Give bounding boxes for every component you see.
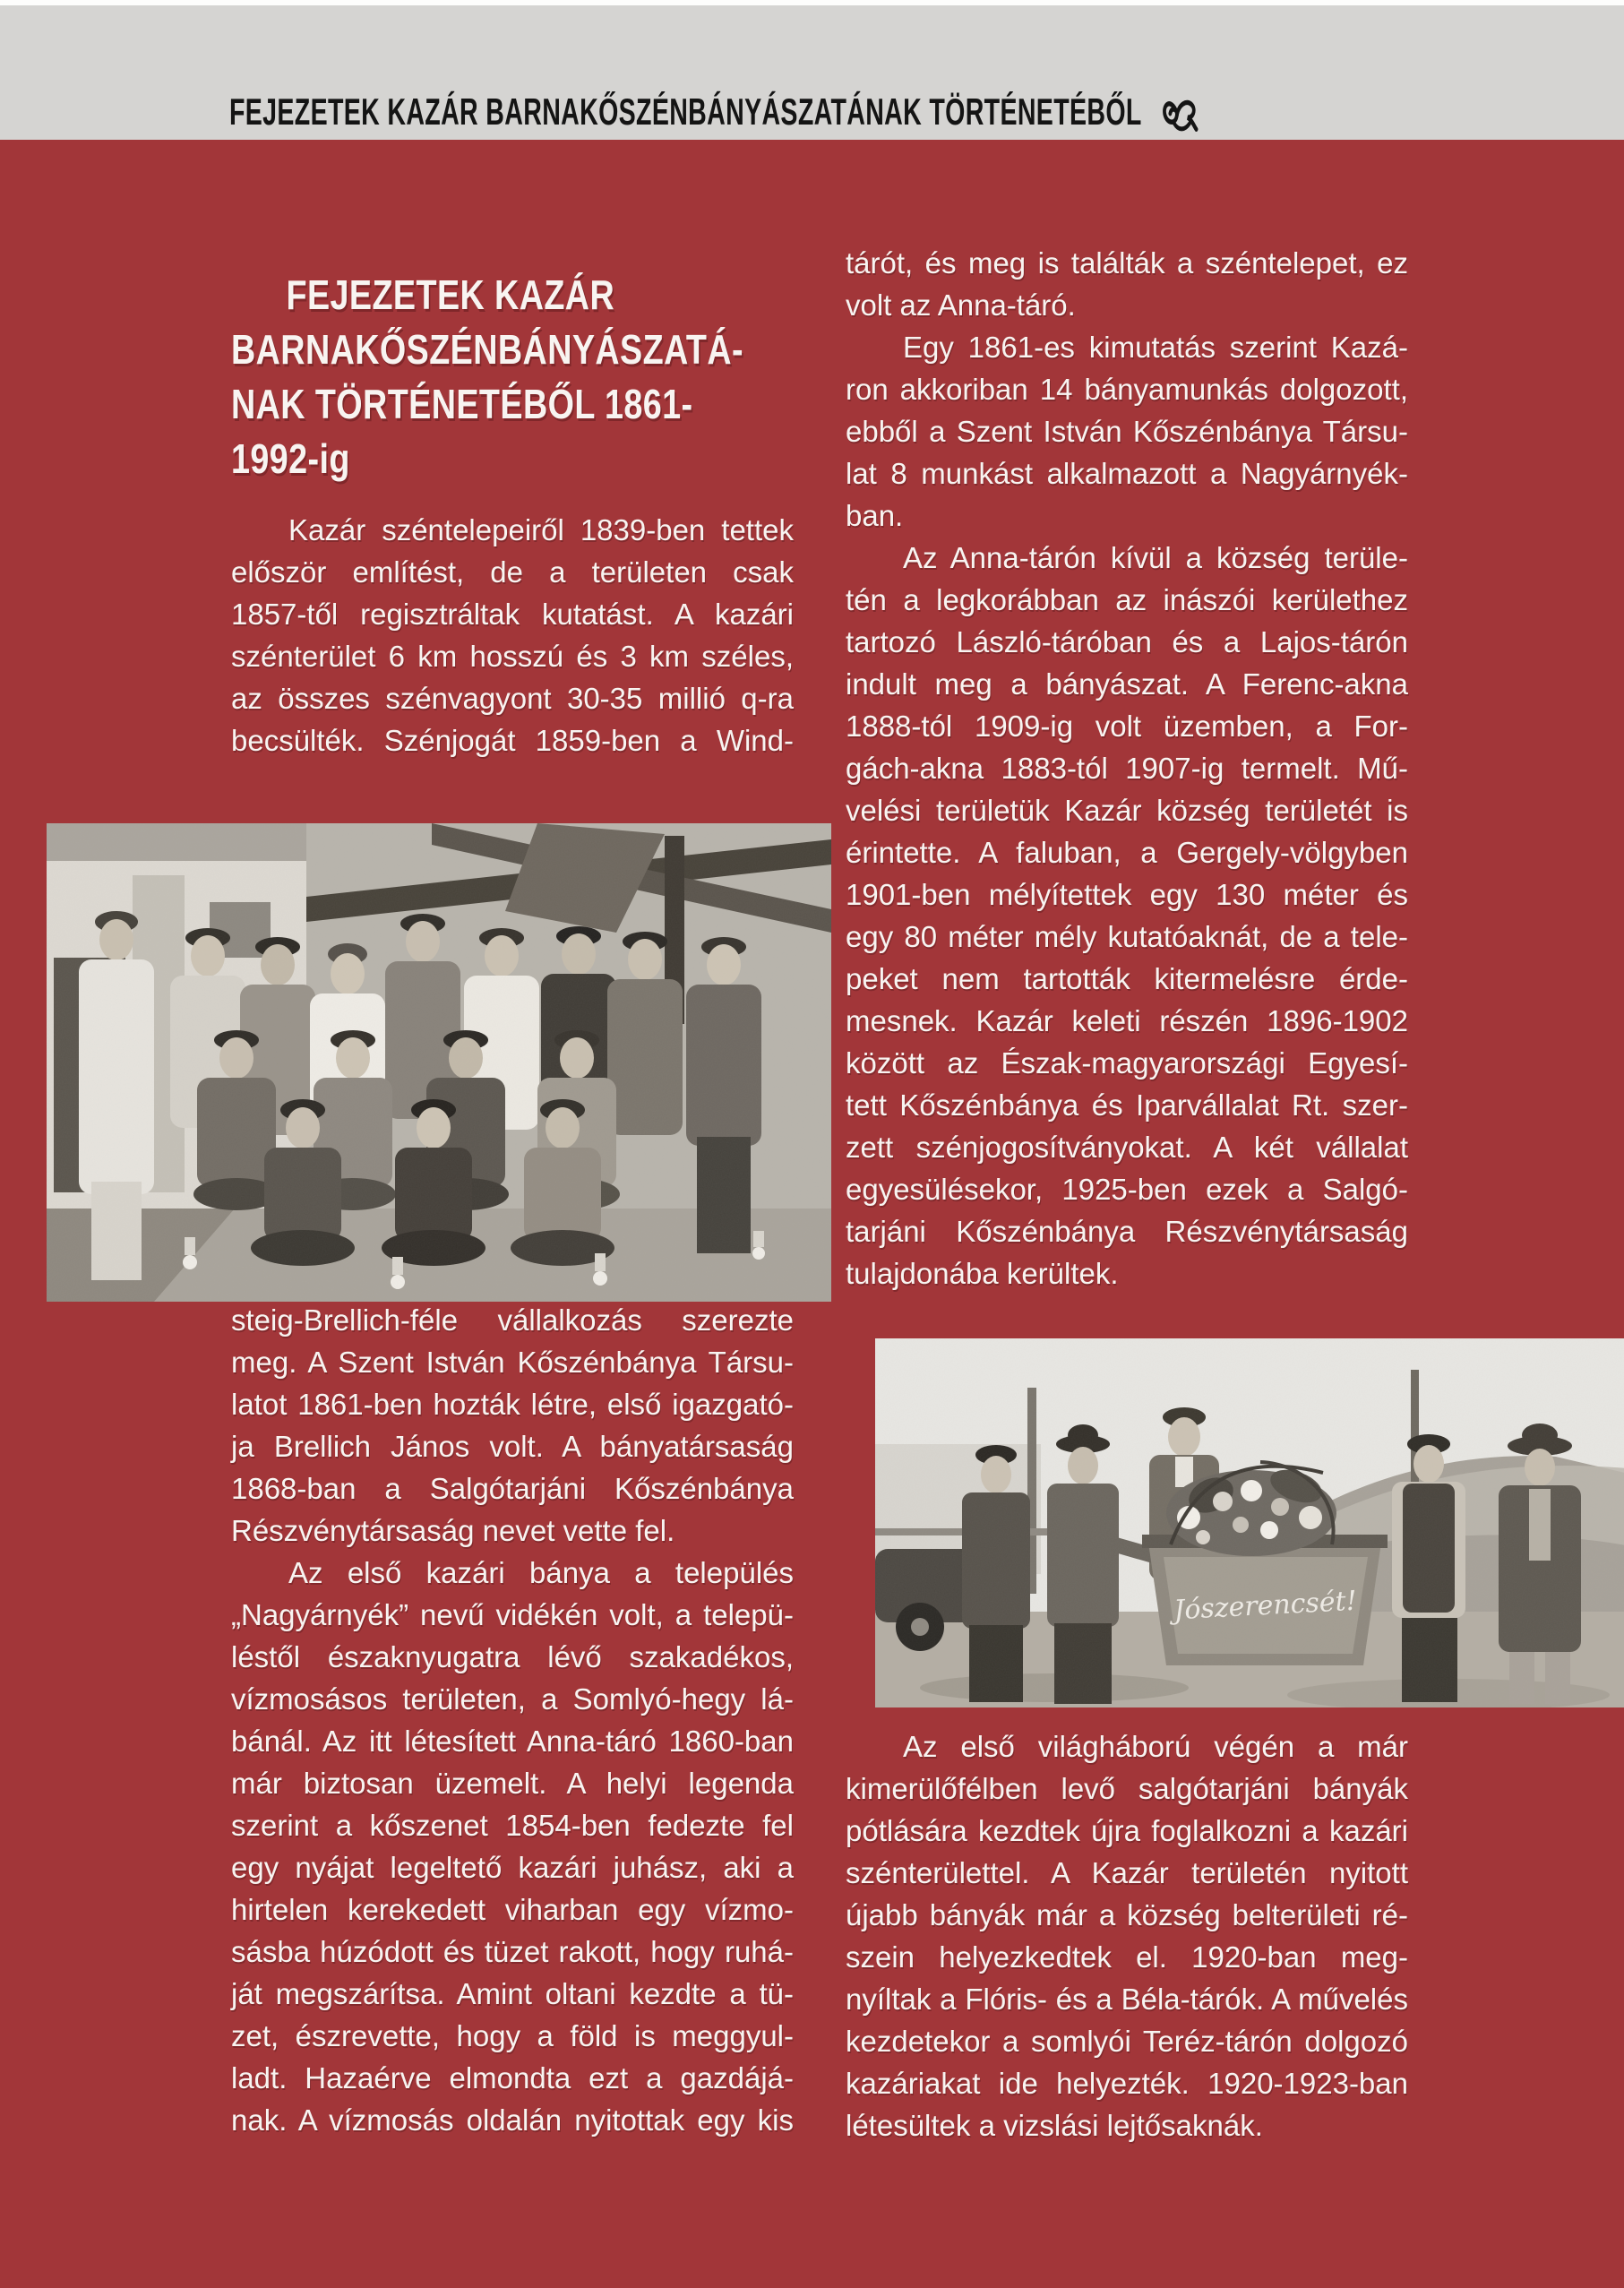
- right-column-upper: [846, 242, 1408, 1295]
- cart-inscription: Jószerencsét!: [1173, 1585, 1358, 1627]
- right-paragraph-1: tárót, és meg is találták a széntelepet, ez volt az Anna-táró.: [846, 246, 1408, 322]
- photo-miners-group-portrait: [47, 823, 831, 1302]
- right-paragraph-2: Egy 1861-es kimutatás szerint Kazá- ron akkoriban 14 bányamunkás dolgozott, ebből a Szent István Kőszénbánya Társu- lat 8 munkást alkalmazott a Nagyárnyék- ban.: [846, 331, 1408, 532]
- left-paragraph-3: Az első kazári bánya a település „Nagyárnyék” nevű vidékén volt, a telepü- léstől északnyugatra lévő szakadékos, vízmosásos területen, a Somlyó-hegy lá- bánál. Az itt létesített Anna-táró 1860-ban már biztosan üzemelt. A helyi legenda szerint a kőszenet 1854-ben fedezte fel egy nyájat legeltető kazári juhász, aki a hirtelen kerekedett viharban egy vízmo- sásba húzódott és tüzet rakott, hogy ruhá- ját megszárítsa. Amint oltani kezdte a tü- zet, észrevette, hogy a föld is meggyul- ladt. Hazaérve elmondta ezt a gazdájá- nak. A vízmosás oldalán nyitottak egy kis: [231, 1556, 794, 2137]
- header-ornament-icon: [1157, 97, 1201, 136]
- left-paragraph-1: Kazár széntelepeiről 1839-ben tettek először említést, de a területen csak 1857-től regisztráltak kutatást. A kazári szénterület 6 km hosszú és 3 km széles, az összes szénvagyont 30-35 millió q-ra becsülték. Szénjogát 1859-ben a Wind-: [231, 513, 794, 757]
- left-paragraph-2: steig-Brellich-féle vállalkozás szerezte meg. A Szent István Kőszénbánya Társu- latot 1861-ben hozták létre, első igazgató- ja Brellich János volt. A bányatársaság 1868-ban a Salgótarjáni Kőszénbánya Részvénytársaság nevet vette fel.: [231, 1303, 794, 1547]
- photo-mine-cart-ceremony: [875, 1338, 1624, 1707]
- right-column-lower: [846, 1725, 1408, 2146]
- page-header: [229, 90, 1201, 133]
- right-paragraph-4: Az első világháború végén a már kimerülőfélben levő salgótarjáni bányák pótlására kezdtek újra foglalkozni a kazári szénterülettel. A Kazár területén nyitott újabb bányák már a község belterületi ré- szein helyezkedtek el. 1920-ban meg- nyíltak a Flóris- és a Béla-tárók. A művelés kezdetekor a somlyói Teréz-tárón dolgozó kazáriakat ide helyezték. 1920-1923-ban létesültek a vizslási lejtősaknák.: [846, 1730, 1408, 2142]
- left-column-lower: [231, 1299, 794, 2141]
- page-header-band: [0, 5, 1624, 140]
- right-paragraph-3: Az Anna-tárón kívül a község terüle- tén a legkorábban az inászói kerülethez tartozó László-táróban és a Lajos-tárón indult meg a bányászat. A Ferenc-akna 1888-tól 1909-ig volt üzemben, a For- gách-akna 1883-tól 1907-ig termelt. Mű- velési területük Kazár község területét is érintette. A faluban, a Gergely-völgyben 1901-ben mélyítettek egy 130 méter és egy 80 méter mély kutatóaknát, de a tele- peket nem tartották kitermelésre érde- mesnek. Kazár keleti részén 1896-1902 között az Észak-magyarországi Egyesí- tett Kőszénbánya és Iparvállalat Rt. szer- zett szénjogosítványokat. A két vállalat egyesülésekor, 1925-ben ezek a Salgó- tarjáni Kőszénbánya Részvénytársaság tulajdonába kerültek.: [846, 541, 1408, 1290]
- article-heading: FEJEZETEK KAZÁR BARNAKŐSZÉNBÁNYÁSZATÁ- NAK TÖRTÉNETÉBŐL 1861- 1992-ig: [231, 271, 744, 482]
- page-header-title: FEJEZETEK KAZÁR BARNAKŐSZÉNBÁNYÁSZATÁNAK TÖRTÉNETÉBŐL: [229, 90, 1142, 133]
